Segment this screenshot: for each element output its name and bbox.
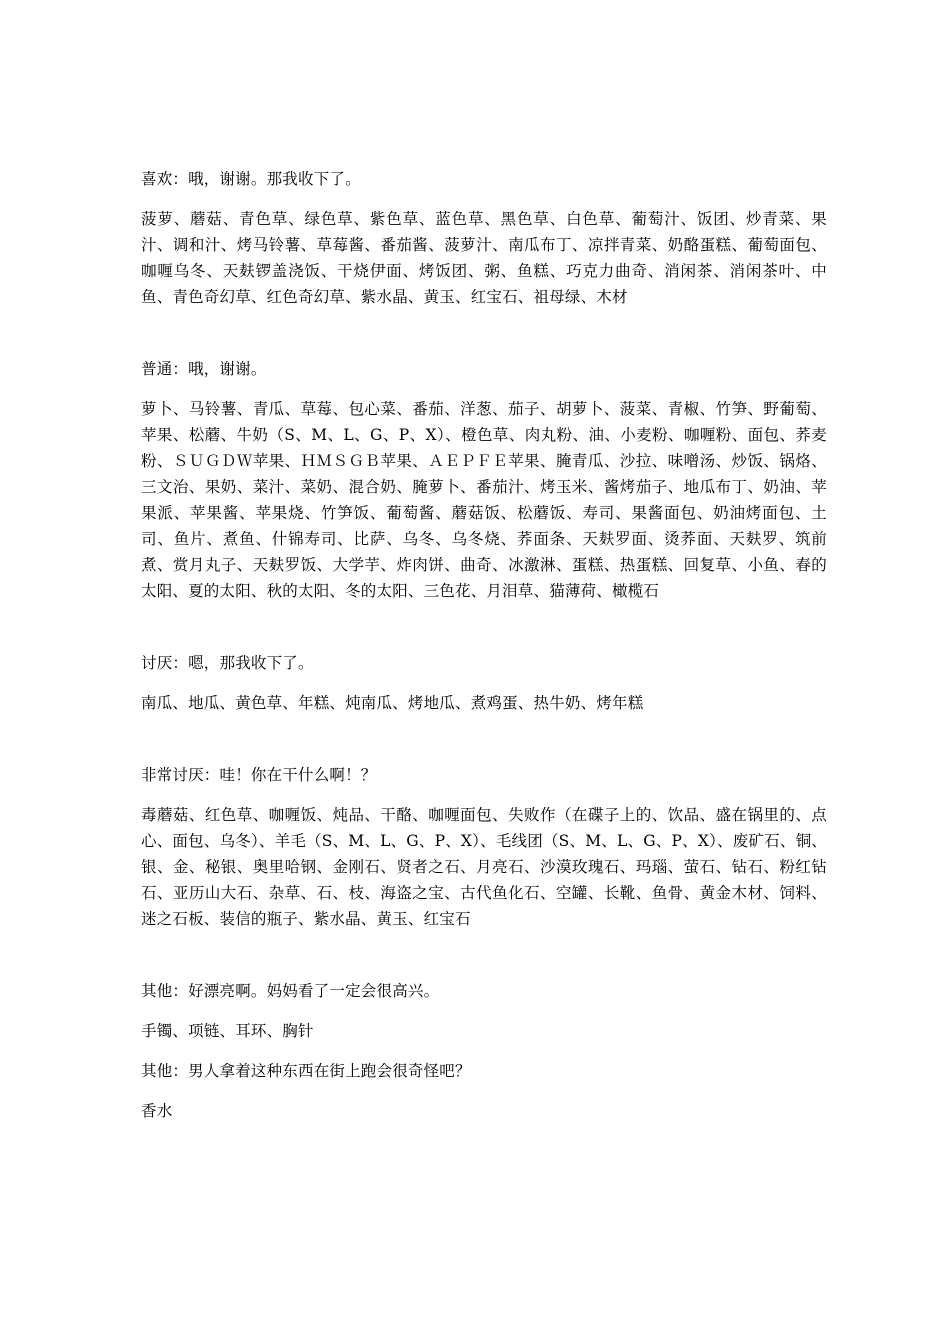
hate-heading: 非常讨厌：哇！你在干什么啊！？ [141,766,377,784]
other1-items: 手镯、项链、耳环、胸针 [141,1022,314,1040]
spacer [141,310,827,356]
normal-items: 萝卜、马铃薯、青瓜、草莓、包心菜、番茄、洋葱、茄子、胡萝卜、菠菜、青椒、竹笋、野葡萄、苹果、松蘑、牛奶（S、M、L、G、P、X）、橙色草、肉丸粉、油、小麦粉、咖喱粉、面包、荞麦粉、ＳＵＧＤＷ苹果、ＨＭＳＧＢ苹果、ＡＥＰＦＥ苹果、腌青瓜、沙拉、味噌汤、炒饭、锅烙、三文治、果奶、菜汁、菜奶、混合奶、腌萝卜、番茄汁、烤玉米、酱烤茄子、地瓜布丁、奶油、苹果派、苹果酱、苹果烧、竹笋饭、葡萄酱、蘑菇饭、松蘑饭、寿司、果酱面包、奶油烤面包、土司、鱼片、煮鱼、什锦寿司、比萨、乌冬、乌冬烧、荞面条、天麸罗面、烫荞面、天麸罗、筑前煮、赏月丸子、天麸罗饭、大学芋、炸肉饼、曲奇、冰激淋、蛋糕、热蛋糕、回复草、小鱼、春的太阳、夏的太阳、秋的太阳、冬的太阳、三色花、月泪草、猫薄荷、橄榄石 [141,400,827,600]
other2-heading: 其他：男人拿着这种东西在街上跑会很奇怪吧？ [141,1062,471,1080]
hate-items: 毒蘑菇、红色草、咖喱饭、炖品、干酪、咖喱面包、失败作（在碟子上的、饮品、盛在锅里的、点心、面包、乌冬）、羊毛（S、M、L、G、P、X）、毛线团（S、M、L、G、P、X）、废矿石、铜、银、金、秘银、奥里哈钢、金刚石、贤者之石、月亮石、沙漠玫瑰石、玛瑙、萤石、钻石、粉红钻石、亚历山大石、杂草、石、枝、海盗之宝、古代鱼化石、空罐、长靴、鱼骨、黄金木材、饲料、迷之石板、装信的瓶子、紫水晶、黄玉、红宝石 [141,806,827,928]
like-items: 菠萝、蘑菇、青色草、绿色草、紫色草、蓝色草、黑色草、白色草、葡萄汁、饭团、炒青菜、果汁、调和汁、烤马铃薯、草莓酱、番茄酱、菠萝汁、南瓜布丁、凉拌青菜、奶酪蛋糕、葡萄面包、咖喱乌冬、天麸锣盖浇饭、干烧伊面、烤饭团、粥、鱼糕、巧克力曲奇、消闲茶、消闲茶叶、中鱼、青色奇幻草、红色奇幻草、紫水晶、黄玉、红宝石、祖母绿、木材 [141,210,827,306]
spacer [141,788,827,802]
dislike-items: 南瓜、地瓜、黄色草、年糕、炖南瓜、烤地瓜、煮鸡蛋、热牛奶、烤年糕 [141,694,644,712]
dislike-heading: 讨厌：嗯，那我收下了。 [141,654,314,672]
spacer [141,716,827,762]
other1-heading: 其他：好漂亮啊。妈妈看了一定会很高兴。 [141,982,440,1000]
spacer [141,1004,827,1018]
spacer [141,932,827,978]
spacer [141,1044,827,1058]
spacer [141,192,827,206]
other2-items: 香水 [141,1102,173,1120]
document-page [141,166,827,1124]
like-heading: 喜欢：哦，谢谢。那我收下了。 [141,170,361,188]
spacer [141,1084,827,1098]
normal-heading: 普通：哦，谢谢。 [141,360,267,378]
spacer [141,676,827,690]
spacer [141,382,827,396]
spacer [141,604,827,650]
